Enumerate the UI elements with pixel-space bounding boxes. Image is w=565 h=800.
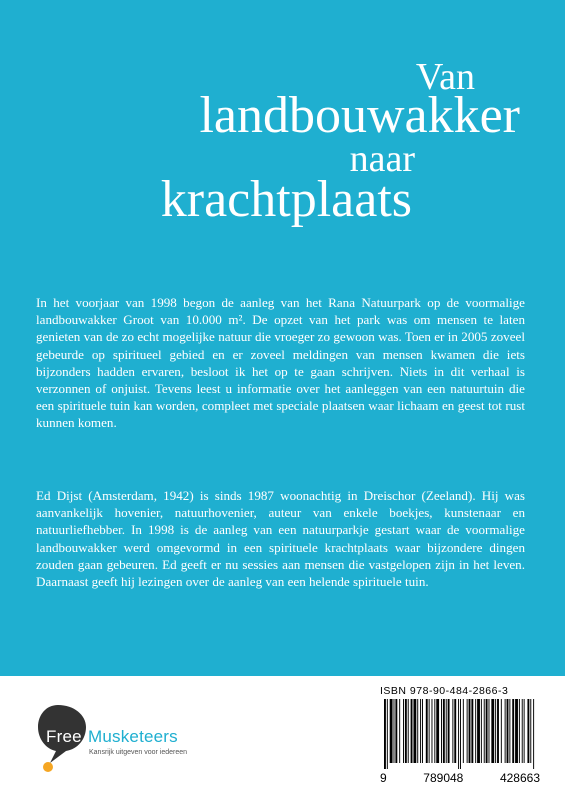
barcode-bar [408, 699, 409, 763]
barcode-bar [443, 699, 445, 763]
barcode-bar [429, 699, 430, 763]
barcode-bar [509, 699, 510, 763]
barcode-bar [413, 699, 416, 763]
barcode-bar [394, 699, 395, 763]
isbn-digit-first: 9 [380, 771, 387, 785]
barcode-bar [390, 699, 393, 763]
barcode-bar [446, 699, 447, 763]
title-line-naar: naar [349, 138, 415, 180]
isbn-digits [380, 771, 540, 785]
blurb-paragraph: In het voorjaar van 1998 begon de aanleg van het Rana Natuurpark op de voormalige landbouwakker Groot van 10.000 m². De opzet van het park was om mensen te laten genieten van de zo echt mogelijke natuur die vroeger zo gewoon was. Toen er in 2005 zoveel gebeurde op spiritueel gebied en er zoveel meldingen van mensen kwamen die iets bijzonders hadden ervaren, besloot ik het op te gaan schrijven. Niets in dit verhaal is verzonnen of onjuist. Tevens leest u informatie over het aanleggen van een natuurtuin die een spirituele tuin kan worden, compleet met speciale plaatsen waar lichaam en geest tot rust kunnen komen. [36, 295, 525, 431]
barcode-bar [501, 699, 502, 763]
barcode-bar [475, 699, 476, 763]
isbn-digit-group-2: 428663 [499, 771, 540, 785]
barcode-bar [405, 699, 407, 763]
barcode-bar [519, 699, 520, 763]
barcode-bar [458, 699, 459, 769]
barcode-bar [434, 699, 435, 763]
barcode-bar [512, 699, 514, 763]
barcode-bar [432, 699, 433, 763]
barcode-bar [463, 699, 464, 763]
barcode-bar [530, 699, 531, 763]
barcode-bar [395, 699, 397, 763]
barcode-bar [486, 699, 488, 763]
barcode-bar [507, 699, 509, 763]
barcode-bar [527, 699, 529, 763]
barcode-bar [403, 699, 404, 763]
barcode-bar [417, 699, 418, 763]
barcode-bar [522, 699, 523, 763]
barcode-bar [489, 699, 490, 763]
barcode-bar [481, 699, 482, 763]
barcode-bar [497, 699, 499, 763]
barcode-bar [454, 699, 456, 763]
barcode-bar [387, 699, 388, 769]
title-line-krachtplaats: krachtplaats [160, 171, 412, 228]
barcode-bar [452, 699, 453, 763]
barcode-bar [399, 699, 400, 763]
isbn-block [380, 685, 550, 793]
barcode-bar [477, 699, 480, 763]
publisher-name-free: Free [46, 727, 82, 746]
barcode-bar [495, 699, 496, 763]
isbn-label: ISBN 978-90-484-2866-3 [380, 685, 509, 697]
title-line-landbouwakker: landbouwakker [199, 87, 520, 144]
barcode-bar [441, 699, 442, 763]
barcode-bar [491, 699, 494, 763]
barcode-bar [448, 699, 450, 763]
barcode-bar [436, 699, 439, 763]
barcode [380, 699, 540, 769]
title-line-van: Van [415, 56, 475, 98]
barcode-bar [384, 699, 386, 769]
barcode-bar [533, 699, 534, 769]
publisher-tagline: Kansrijk uitgeven voor iedereen [89, 749, 188, 756]
barcode-bar [460, 699, 461, 769]
publisher-name-musketeers: Musketeers [88, 727, 178, 746]
barcode-bar [524, 699, 525, 763]
isbn-digit-group-1: 789048 [423, 771, 464, 785]
publisher-logo [36, 697, 226, 777]
barcode-bar [467, 699, 468, 763]
barcode-bar [426, 699, 428, 763]
author-bio-paragraph: Ed Dijst (Amsterdam, 1942) is sinds 1987 woonachtig in Dreischor (Zeeland). Hij was aanvankelijk hovenier, natuurhovenier, auteur van enkele boekjes, kunstenaar en natuurliefhebber. In 1998 is de aanleg van een natuurparkje gestart waar de voormalige landbouwakker werd omgevormd in een spirituele krachtplaats waar bijzondere dingen zouden gaan gebeuren. Ed geeft er nu sessies aan mensen die vastgelopen zijn in het leven. Daarnaast geeft hij lezingen over de aanleg van een helende spirituele tuin. [36, 488, 525, 590]
barcode-bar [420, 699, 421, 763]
barcode-bar [469, 699, 471, 763]
barcode-bar [484, 699, 485, 763]
cover-footer [0, 676, 565, 800]
barcode-bar [411, 699, 413, 763]
barcode-bar [515, 699, 518, 763]
barcode-bar [422, 699, 423, 763]
barcode-bar [471, 699, 473, 763]
barcode-bar [505, 699, 506, 763]
